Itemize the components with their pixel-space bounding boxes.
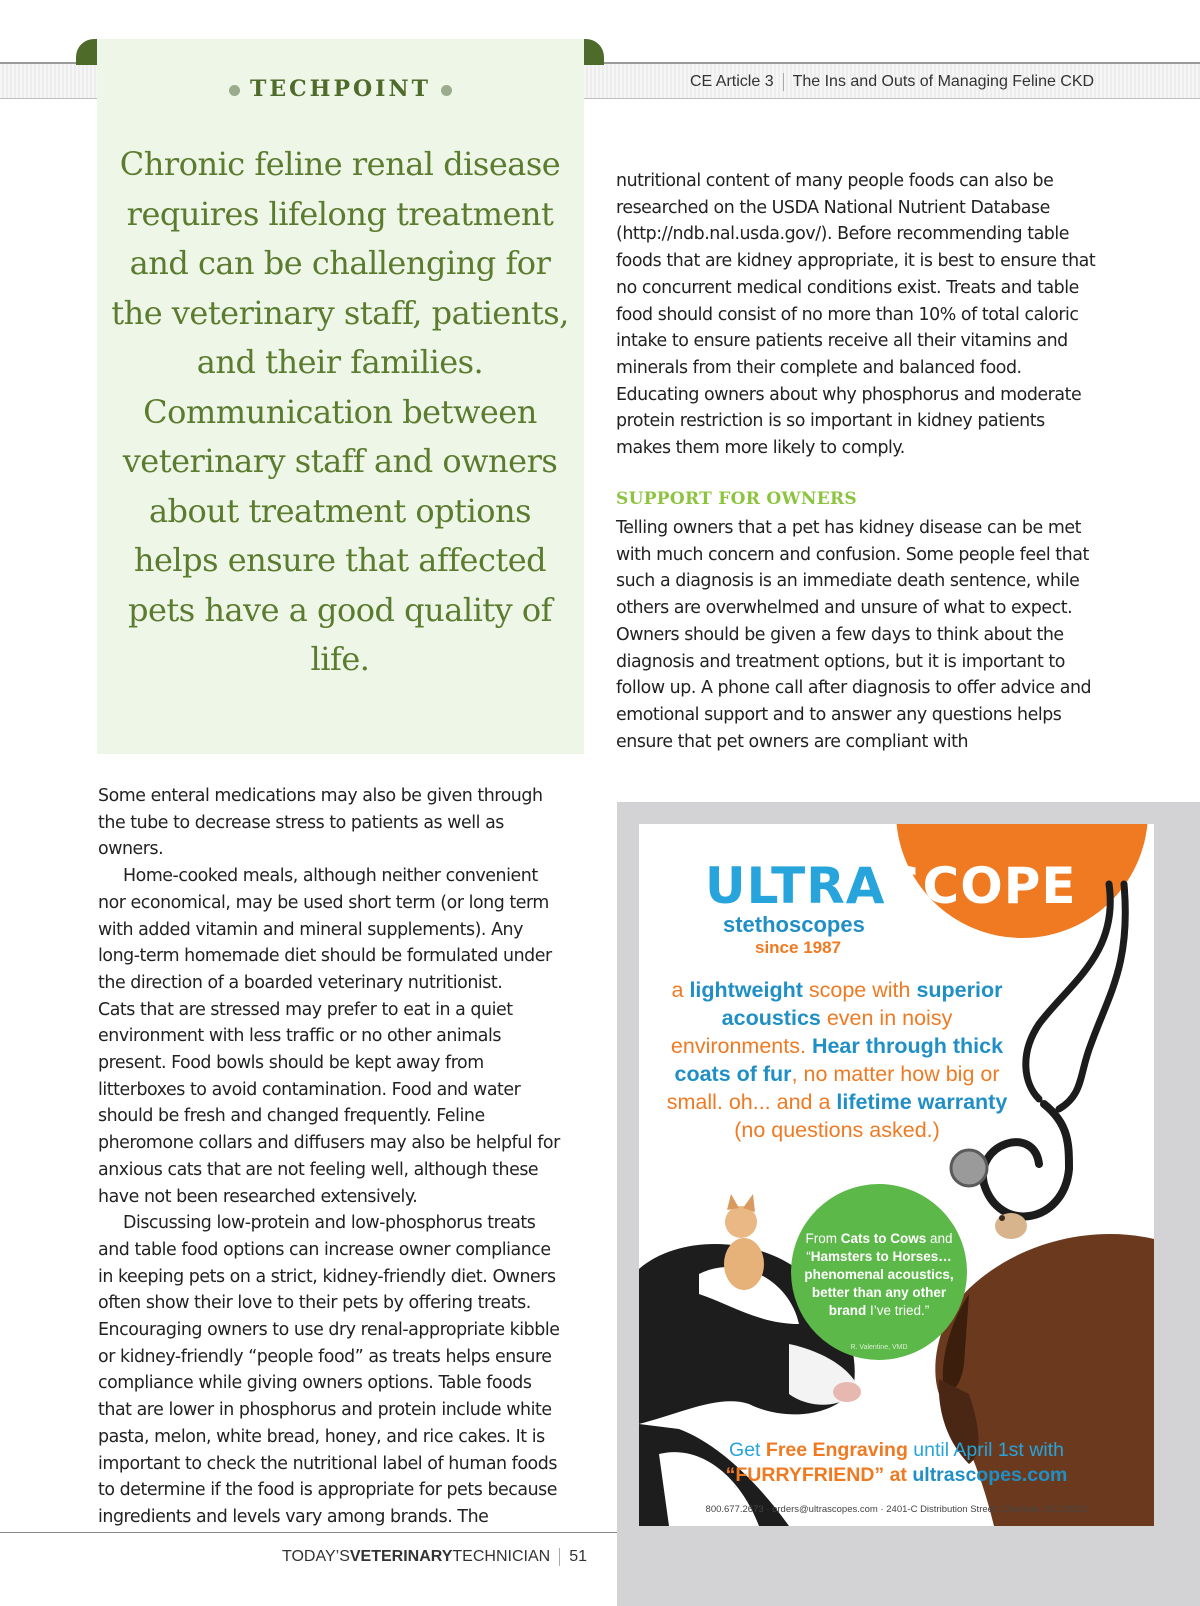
left-column — [98, 783, 568, 1531]
page-number: 51 — [569, 1548, 587, 1566]
right-paragraph-1: nutritional content of many people foods can also be researched on the USDA National Nutrient Database (http://ndb.nal.usda.gov/). Before recommending table foods that are kidney appropriate, it is best to ensure that no concurrent medical conditions exist. Treats and table food should consist of no more than 10% of total caloric intake to ensure patients receive all their vitamins and minerals from their complete and balanced food. Educating owners about why phosphorus and moderate protein restriction is so important in kidney patients makes them more likely to comply. — [616, 171, 1096, 459]
footer-separator — [559, 1548, 560, 1566]
bullet-dot-icon — [229, 85, 240, 96]
techpoint-quote: Chronic feline renal disease requires lifelong treatment and can be challenging for the veterinary staff, patients, and their families. Communication between veterinary staff and owners about treatment options helps ensure that affected pets have a good quality of life. — [111, 145, 569, 678]
techpoint-title — [97, 76, 584, 102]
left-paragraph-3: Cats that are stressed may prefer to eat in a quiet environment with less traffic or no other animals present. Food bowls should be kept away from litterboxes to avoid contamination. Food and water should be fresh and changed frequently. Feline pheromone collars and diffusers may also be helpful for anxious cats that are not feeling well, although these have not been researched extensively. — [98, 999, 560, 1207]
ad-illustration — [639, 824, 1154, 1526]
ad-offer-code: “FURRYFRIEND” — [725, 1464, 885, 1486]
ad-testimonial-bold: Hamsters to Horses… phenomenal acoustics, better than any other brand — [804, 1249, 954, 1318]
section-heading: SUPPORT FOR OWNERS — [616, 489, 858, 509]
footer-pub-b: VETERINARY — [349, 1548, 453, 1566]
footer-pub-c: TECHNICIAN — [452, 1548, 551, 1566]
ad-offer — [639, 1438, 1154, 1488]
techpoint-label: TECHPOINT — [250, 76, 431, 102]
header-separator — [783, 73, 784, 91]
ad-testimonial-text: I’ve tried.” — [866, 1303, 930, 1318]
header-article-title: The Ins and Outs of Managing Feline CKD — [792, 73, 1095, 91]
ad-testimonial-text: From — [805, 1231, 841, 1246]
ad-offer-text: until April 1st with — [907, 1439, 1064, 1461]
ad-copy-highlight: lightweight — [689, 978, 803, 1002]
footer — [282, 1548, 587, 1566]
ad-testimonial-bold: Cats to Cows — [840, 1231, 927, 1246]
running-header — [690, 73, 1094, 91]
hamster-illustration — [995, 1213, 1027, 1239]
ad-copy-text: even in noisy environments. — [670, 1006, 953, 1058]
ad-copy-text: (no questions asked.) — [734, 1118, 940, 1142]
ad-since: since 1987 — [755, 938, 842, 957]
kitten-illustration — [724, 1194, 764, 1290]
ad-copy — [657, 976, 1017, 1144]
ad-offer-text: Get — [729, 1439, 766, 1461]
header-section: CE Article 3 — [690, 73, 774, 91]
ad-offer-url[interactable]: ultrascopes.com — [912, 1464, 1068, 1486]
footer-rule — [0, 1532, 617, 1533]
advertisement[interactable] — [639, 824, 1154, 1526]
left-paragraph-2: Home-cooked meals, although neither convenient nor economical, may be used short term (or long term with added vitamin and mineral supplements). Any long-term homemade diet should be formulated under the direction of a boarded veterinary nutritionist. — [98, 866, 552, 993]
ad-copy-highlight: superior acoustics — [721, 978, 1003, 1030]
ad-offer-highlight: Free Engraving — [765, 1439, 908, 1461]
ad-copy-highlight: lifetime warranty — [836, 1090, 1008, 1114]
ad-copy-text: scope with — [802, 978, 911, 1002]
ad-copy-text: a — [671, 978, 690, 1002]
ad-copy-text: , no matter how big or small. oh... and a — [666, 1062, 1000, 1114]
ad-brand-logo — [705, 857, 1077, 915]
ad-testimonial — [799, 1230, 959, 1320]
ad-brand-part-b: SCOPE — [885, 857, 1077, 915]
ad-brand-part-a: ULTRA — [705, 857, 886, 915]
footer-pub-a: TODAY’S — [282, 1548, 350, 1566]
ad-subtitle: stethoscopes — [723, 912, 865, 937]
left-paragraph-1: Some enteral medications may also be given through the tube to decrease stress to patients as well as owners. — [98, 786, 543, 860]
bullet-dot-icon — [441, 85, 452, 96]
right-paragraph-2: Telling owners that a pet has kidney disease can be met with much concern and confusion. Some people feel that such a diagnosis is an immediate death sentence, while others are overwhelmed and unsure of what to expect. Owners should be given a few days to think about the diagnosis and treatment options, but it is important to follow up. A phone call after diagnosis to offer advice and emotional support and to answer any questions helps ensure that pet owners are compliant with — [616, 518, 1092, 752]
ad-testimonial-text: and “ — [806, 1231, 953, 1264]
ad-copy-highlight: Hear through thick coats of fur — [674, 1034, 1004, 1086]
ad-contact: 800.677.2673 · orders@ultrascopes.com · 2401-C Distribution Street, Charlotte, NC 28203 — [705, 1504, 1088, 1515]
ad-offer-text: at — [884, 1464, 913, 1486]
ad-testimonial-signature: R. Valentine, VMD — [850, 1344, 908, 1351]
left-paragraph-4: Discussing low-protein and low-phosphorus treats and table food options can increase owner compliance in keeping pets on a strict, kidney-friendly diet. Owners often show their love to their pets by offering treats. Encouraging owners to use dry renal-appropriate kibble or kidney-friendly “people food” as treats helps ensure compliance while giving owners options. Table foods that are lower in phosphorus and protein include white pasta, melon, white bread, honey, and rice cakes. It is important to check the nutritional label of human foods to determine if the food is appropriate for pets because ingredients and levels vary among brands. The — [98, 1213, 560, 1527]
